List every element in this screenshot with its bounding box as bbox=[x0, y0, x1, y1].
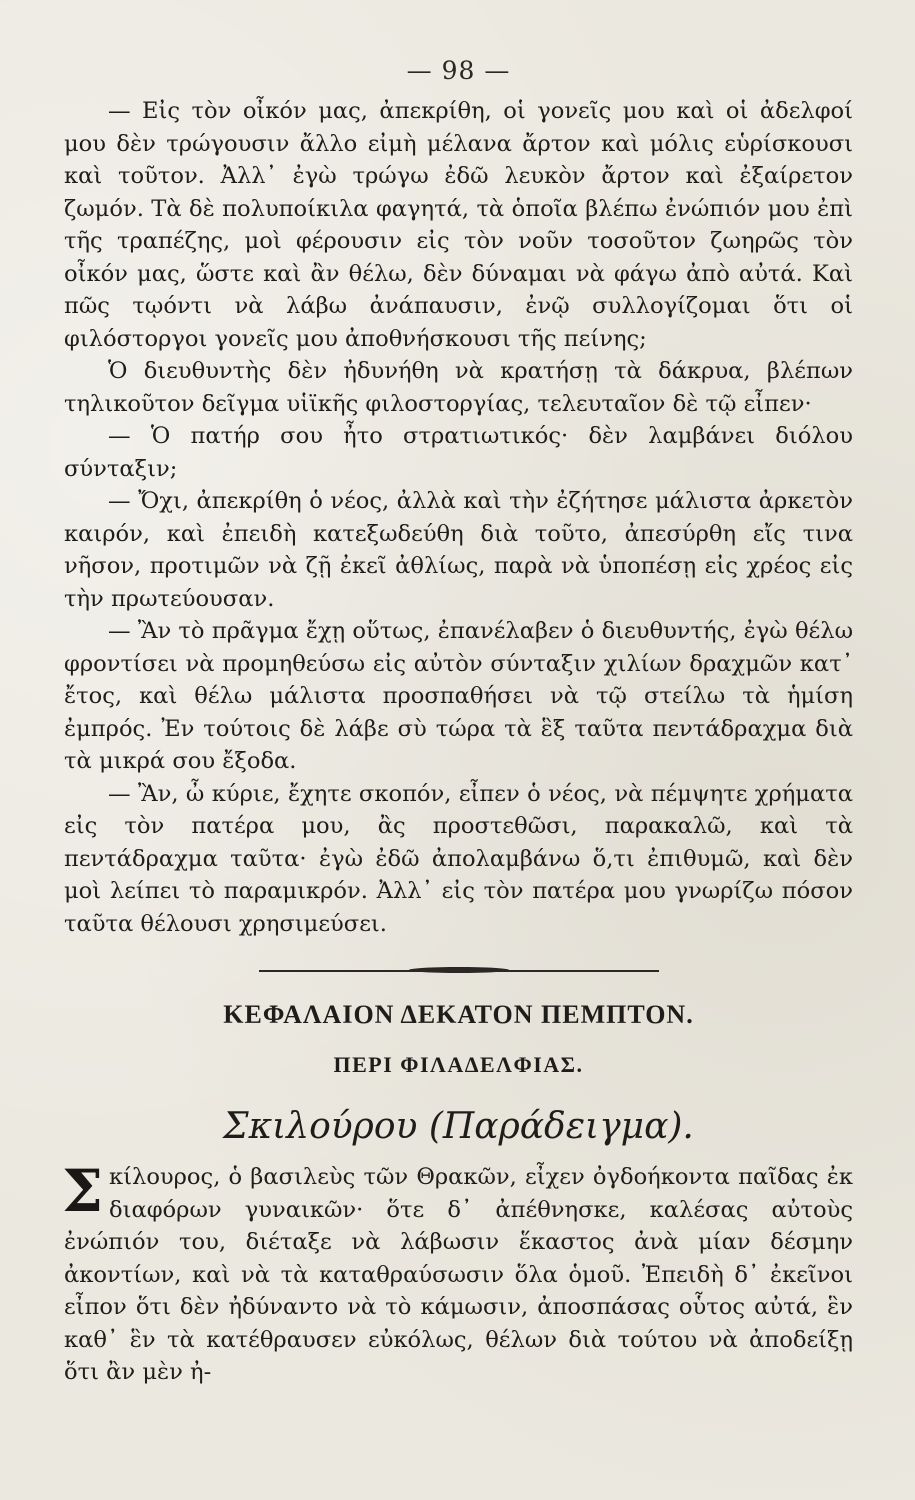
page-number: — 98 — bbox=[406, 56, 511, 85]
paragraph-5: — Ἂν τὸ πρᾶγμα ἔχῃ οὕτως, ἐπανέλαβεν ὁ διευθυντής, ἐγὼ θέλω φροντίσει νὰ προμηθεύσω εἰς αὐτὸν σύνταξιν χιλίων δραχμῶν κατ᾽ ἔτος, καὶ θέλω μάλιστα προσπαθήσει νὰ τῷ στείλω τὰ ἡμίση ἐμπρός. Ἐν τούτοις δὲ λάβε σὺ τώρα τὰ ἓξ ταῦτα πεντάδραχμα διὰ τὰ μικρά σου ἔξοδα. bbox=[64, 618, 853, 774]
section-title: ΠΕΡΙ ΦΙΛΑΔΕΛΦΙΑΣ. bbox=[333, 1052, 584, 1077]
paragraph-1: — Εἰς τὸν οἶκόν μας, ἀπεκρίθη, οἱ γονεῖς μου καὶ οἱ ἀδελφοί μου δὲν τρώγουσιν ἄλλο εἰμὴ μέλανα ἄρτον καὶ μόλις εὑρίσκουσι καὶ τοῦτον. Ἀλλ᾽ ἐγὼ τρώγω ἐδῶ λευκὸν ἄρτον καὶ ἐξαίρετον ζωμόν. Τὰ δὲ πολυποίκιλα φαγητά, τὰ ὁποῖα βλέπω ἐνώπιόν μου ἐπὶ τῆς τραπέζης, μοὶ φέρουσιν εἰς τὸν νοῦν τοσοῦτον ζωηρῶς τὸν οἶκόν μας, ὥστε καὶ ἂν θέλω, δὲν δύναμαι νὰ φάγω ἀπὸ αὐτά. Καὶ πῶς τῳόντι νὰ λάβω ἀνάπαυσιν, ἐνῷ συλλογίζομαι ὅτι οἱ φιλόστοργοι γονεῖς μου ἀποθνήσκουσι τῆς πείνης; bbox=[64, 98, 853, 352]
ornamental-divider bbox=[259, 962, 659, 980]
paragraph-6: — Ἂν, ὦ κύριε, ἔχητε σκοπόν, εἶπεν ὁ νέος, νὰ πέμψητε χρήματα εἰς τὸν πατέρα μου, ἂς προστεθῶσι, παρακαλῶ, καὶ τὰ πεντάδραχμα ταῦτα· ἐγὼ ἐδῶ ἀπολαμβάνω ὅ,τι ἐπιθυμῶ, καὶ δὲν μοὶ λείπει τὸ παραμικρόν. Ἀλλ᾽ εἰς τὸν πατέρα μου γνωρίζω πόσον ταῦτα θέλουσι χρησιμεύσει. bbox=[64, 780, 853, 937]
story-text: κίλουρος, ὁ βασιλεὺς τῶν Θρακῶν, εἶχεν ὀγδοήκοντα παῖδας ἐκ διαφόρων γυναικῶν· ὅτε δ᾽ ἀπέθνησκε, καλέσας αὐτοὺς ἐνώπιόν του, διέταξε νὰ λάβωσιν ἕκαστος ἀνὰ μίαν δέσμην ἀκοντίων, καὶ νὰ τὰ καταθραύσωσιν ὅλα ὁμοῦ. Ἐπειδὴ δ᾽ ἐκεῖνοι εἶπον ὅτι δὲν ἠδύναντο νὰ τὸ κάμωσιν, ἀποσπάσας οὗτος αὐτά, ἓν καθ᾽ ἓν τὰ κατέθραυσεν εὐκόλως, θέλων διὰ τούτου νὰ ἀποδείξῃ ὅτι ἂν μὲν ἠ- bbox=[64, 1164, 853, 1385]
drop-cap: Σ bbox=[62, 1157, 104, 1225]
story-title: Σκιλούρου (Παράδειγμα). bbox=[223, 1106, 694, 1147]
story-paragraph bbox=[62, 1157, 853, 1389]
chapter-title: ΚΕΦΑΛΑΙΟΝ ΔΕΚΑΤΟΝ ΠΕΜΠΤΟΝ. bbox=[223, 1000, 694, 1029]
paragraph-3: — Ὁ πατήρ σου ἦτο στρατιωτικός· δὲν λαμβάνει διόλου σύνταξιν; bbox=[64, 423, 853, 482]
paragraph-4: — Ὄχι, ἀπεκρίθη ὁ νέος, ἀλλὰ καὶ τὴν ἐζήτησε μάλιστα ἀρκετὸν καιρόν, καὶ ἐπειδὴ κατεξωδεύθη διὰ τοῦτο, ἀπεσύρθη εἴς τινα νῆσον, προτιμῶν νὰ ζῇ ἐκεῖ ἀθλίως, παρὰ νὰ ὑποπέσῃ εἰς χρέος εἰς τὴν πρωτεύουσαν. bbox=[64, 488, 853, 612]
divider-swell bbox=[409, 967, 509, 973]
paragraph-2: Ὁ διευθυντὴς δὲν ἠδυνήθη νὰ κρατήσῃ τὰ δάκρυα, βλέπων τηλικοῦτον δεῖγμα υἱϊκῆς φιλοστοργίας, τελευταῖον δὲ τῷ εἶπεν· bbox=[64, 358, 853, 417]
